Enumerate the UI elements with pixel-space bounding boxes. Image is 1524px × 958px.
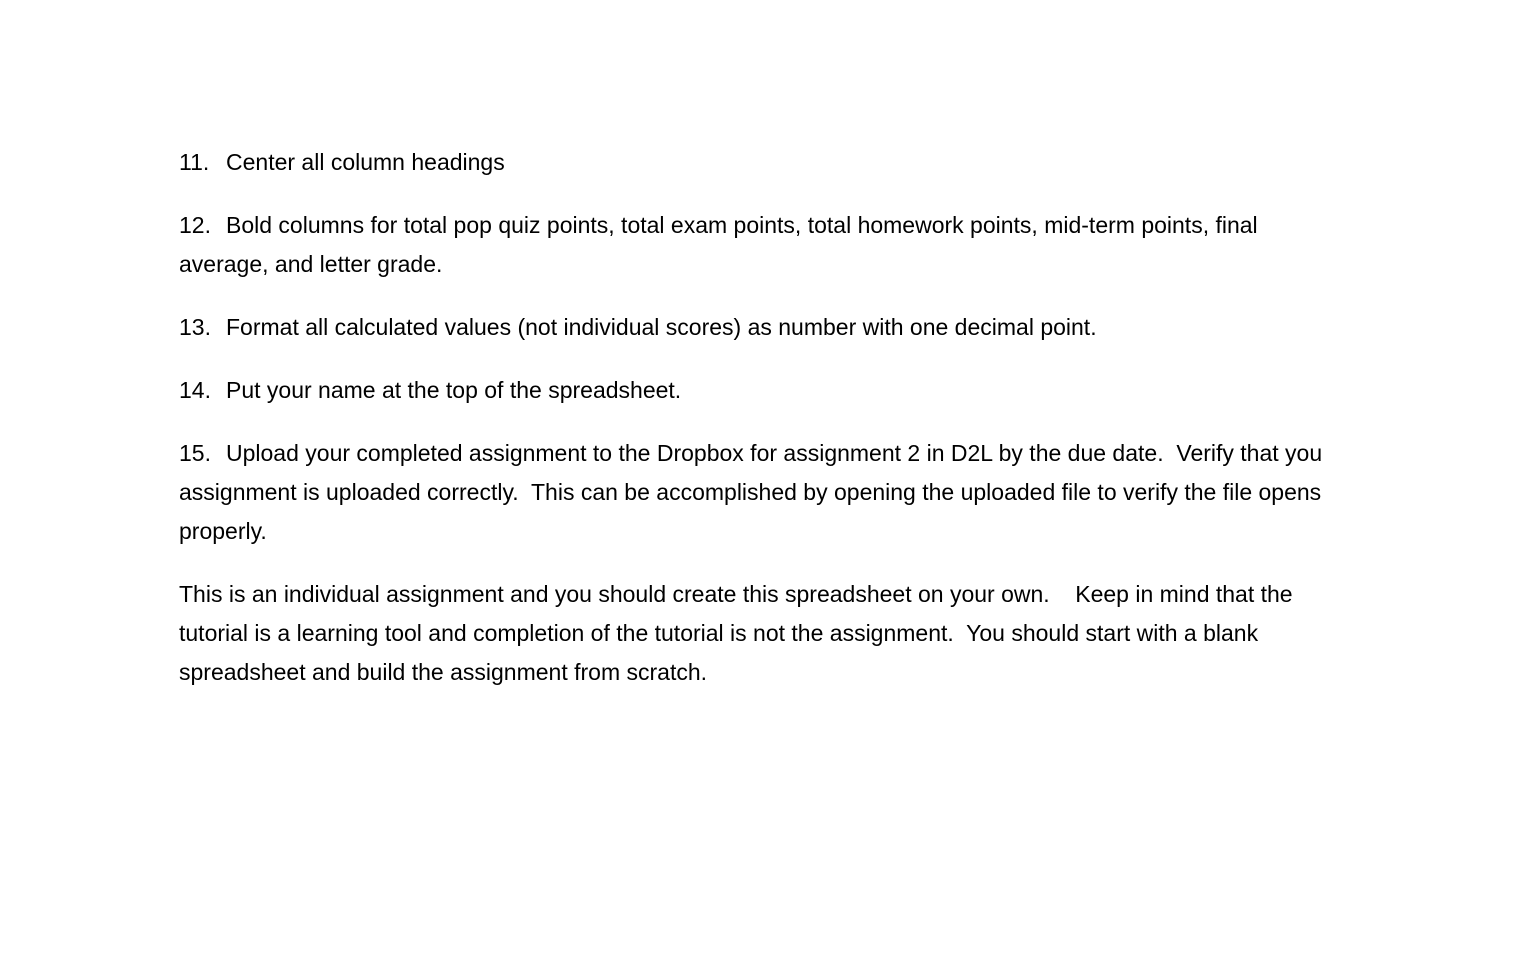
list-item-text: Center all column headings — [226, 149, 505, 175]
list-item-number: 13. — [179, 314, 211, 340]
list-item-text: Format all calculated values (not individual scores) as number with one decimal point. — [226, 314, 1097, 340]
list-item-number: 15. — [179, 440, 211, 466]
list-item-text: Upload your completed assignment to the Dropbox for assignment 2 in D2L by the due date. Verify that you assignment is uploaded correctly. This can be accomplished by opening the uploaded file to verify the file opens properly. — [179, 440, 1329, 544]
list-item — [179, 308, 1349, 347]
list-item-number: 12. — [179, 212, 211, 238]
list-item — [179, 434, 1349, 551]
list-item — [179, 206, 1349, 284]
document-page — [179, 143, 1349, 716]
list-item-text: Put your name at the top of the spreadsheet. — [226, 377, 682, 403]
list-item — [179, 371, 1349, 410]
list-item — [179, 143, 1349, 182]
closing-paragraph: This is an individual assignment and you should create this spreadsheet on your own. Keep in mind that the tutorial is a learning tool and completion of the tutorial is not the assignment. You should start with a blank spreadsheet and build the assignment from scratch. — [179, 581, 1299, 685]
list-item-number: 14. — [179, 377, 211, 403]
list-item-number: 11. — [179, 149, 210, 175]
list-item-text: Bold columns for total pop quiz points, total exam points, total homework points, mid-term points, final average, and letter grade. — [179, 212, 1265, 277]
